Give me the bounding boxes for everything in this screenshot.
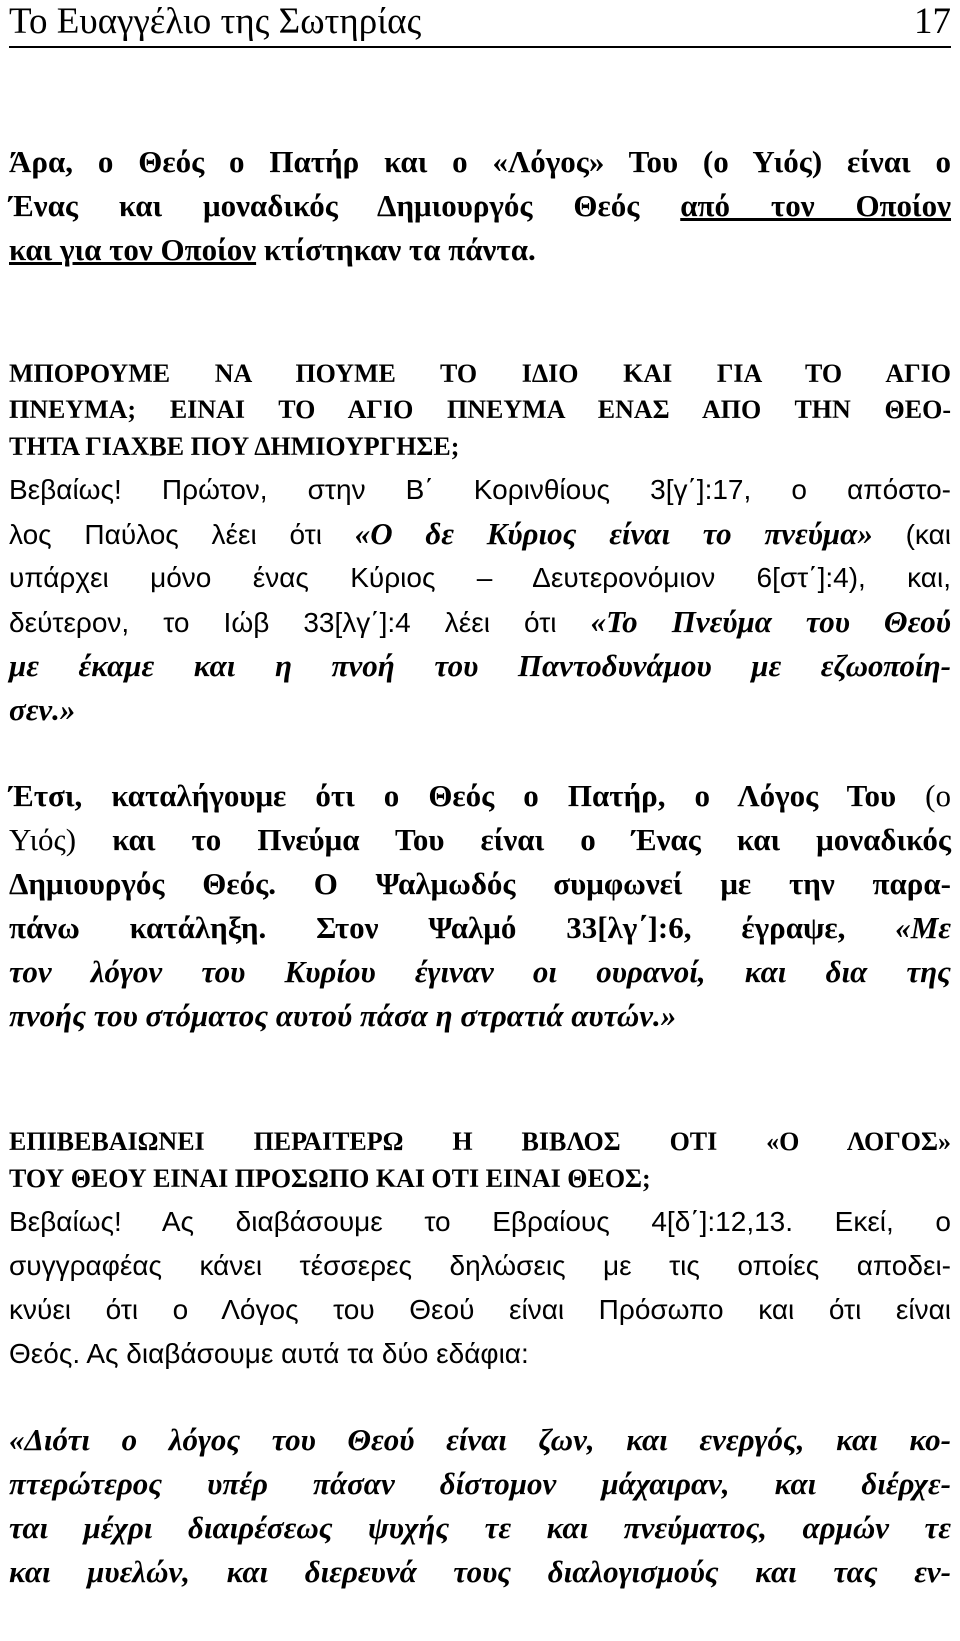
- paragraph-line: [9, 776, 951, 816]
- underlined-text: και για τον Οποίον: [9, 232, 257, 267]
- scripture-quote-line: [9, 1552, 951, 1592]
- text-run: ΠΝΕΥΜΑ; ΕΙΝΑΙ ΤΟ ΑΓΙΟ ΠΝΕΥΜΑ ΕΝΑΣ ΑΠΟ ΤΗΝ ΘΕΟ-: [9, 395, 951, 424]
- paragraph-line: [9, 952, 951, 992]
- scripture-quote: «Το Πνεύμα του Θεού: [590, 604, 951, 639]
- text-run: Δημιουργός Θεός. Ο Ψαλμωδός συμφωνεί με την παρα-: [9, 866, 951, 901]
- question-heading-line: [9, 1122, 951, 1162]
- running-header: [9, 0, 951, 48]
- answer-line: [9, 646, 951, 686]
- text-run: πάνω κατάληξη. Στον Ψαλμό 33[λγ΄]:6, έγραψε,: [9, 910, 896, 945]
- answer-line: [9, 602, 951, 642]
- answer-line: [9, 1202, 951, 1242]
- text-run: Θεός. Ας διαβάσουμε αυτά τα δύο εδάφια:: [9, 1338, 529, 1369]
- scripture-quote: τον λόγον του Κυρίου έγιναν οι ουρανοί, και δια της: [9, 954, 951, 989]
- text-run: Βεβαίως! Ας διαβάσουμε το Εβραίους 4[δ΄]:12,13. Εκεί, ο: [9, 1206, 951, 1237]
- text-run: Υιός): [9, 822, 77, 857]
- question-heading-line: [9, 390, 951, 430]
- scripture-quote: ται μέχρι διαιρέσεως ψυχής τε και πνεύματος, αρμών τε: [9, 1510, 951, 1545]
- scripture-quote: πνοής του στόματος αυτού πάσα η στρατιά αυτών.»: [9, 998, 677, 1033]
- scripture-quote: πτερώτερος υπέρ πάσαν δίστομον μάχαιραν, και διέρχε-: [9, 1466, 951, 1501]
- header-title: Το Ευαγγέλιο της Σωτηρίας: [9, 1, 422, 42]
- text-run: λος Παύλος λέει ότι: [9, 519, 355, 550]
- text-run: ΕΠΙΒΕΒΑΙΩΝΕΙ ΠΕΡΑΙΤΕΡΩ Η ΒΙΒΛΟΣ ΟΤΙ «Ο ΛΟΓΟΣ»: [9, 1127, 951, 1156]
- scripture-quote-line: [9, 1508, 951, 1548]
- text-run: υπάρχει μόνο ένας Κύριος – Δευτερονόμιον 6[στ΄]:4), και,: [9, 562, 951, 593]
- scripture-quote: σεν.»: [9, 692, 76, 727]
- answer-line: [9, 470, 951, 510]
- text-run: κνύει ότι ο Λόγος του Θεού είναι Πρόσωπο και ότι είναι: [9, 1294, 951, 1325]
- question-heading-line: [9, 427, 951, 467]
- text-run: ΤΗΤΑ ΓΙΑΧΒΕ ΠΟΥ ΔΗΜΙΟΥΡΓΗΣΕ;: [9, 432, 460, 461]
- paragraph-line: [9, 142, 951, 182]
- text-run: Βεβαίως! Πρώτον, στην Β΄ Κορινθίους 3[γ΄]:17, ο απόστο-: [9, 474, 951, 505]
- text-run: κτίστηκαν τα πάντα.: [256, 232, 536, 267]
- page-number: 17: [914, 1, 951, 42]
- scripture-quote-line: [9, 1464, 951, 1504]
- scripture-quote: «Με: [895, 910, 951, 945]
- text-run: Ένας και μοναδικός Δημιουργός Θεός: [9, 188, 681, 223]
- answer-line: [9, 1334, 951, 1374]
- paragraph-line: [9, 230, 951, 270]
- paragraph-line: [9, 864, 951, 904]
- text-run: ΜΠΟΡΟΥΜΕ ΝΑ ΠΟΥΜΕ ΤΟ ΙΔΙΟ ΚΑΙ ΓΙΑ ΤΟ ΑΓΙΟ: [9, 359, 951, 388]
- scripture-quote: «Διότι ο λόγος του Θεού είναι ζων, και ενεργός, και κο-: [9, 1422, 951, 1457]
- paragraph-line: [9, 908, 951, 948]
- text-run: ΤΟΥ ΘΕΟΥ ΕΙΝΑΙ ΠΡΟΣΩΠΟ ΚΑΙ ΟΤΙ ΕΙΝΑΙ ΘΕΟΣ;: [9, 1164, 651, 1193]
- answer-line: [9, 558, 951, 598]
- scripture-quote: «Ο δε Κύριος είναι το πνεύμα»: [354, 516, 873, 551]
- question-heading-line: [9, 1159, 951, 1199]
- text-run: (ο: [896, 778, 951, 813]
- scripture-quote: με έκαμε και η πνοή του Παντοδυνάμου με εζωοποίη-: [9, 648, 951, 683]
- paragraph-line: [9, 820, 951, 860]
- answer-line: [9, 1290, 951, 1330]
- underlined-text: από τον Οποίον: [680, 188, 952, 223]
- text-run: Έτσι, καταλήγουμε ότι ο Θεός ο Πατήρ, ο Λόγος Του: [9, 778, 897, 813]
- question-heading-line: [9, 354, 951, 394]
- scripture-quote: και μυελών, και διερευνά τους διαλογισμούς και τας εν-: [9, 1554, 951, 1589]
- answer-line: [9, 514, 951, 554]
- text-run: δεύτερον, το Ιώβ 33[λγ΄]:4 λέει ότι: [9, 607, 591, 638]
- text-run: συγγραφέας κάνει τέσσερες δηλώσεις με τις οποίες αποδει-: [9, 1250, 951, 1281]
- text-run: και το Πνεύμα Του είναι ο Ένας και μοναδικός: [76, 822, 951, 857]
- paragraph-line: [9, 996, 951, 1036]
- text-run: (και: [872, 519, 951, 550]
- paragraph-line: [9, 186, 951, 226]
- answer-line: [9, 1246, 951, 1286]
- answer-line: [9, 690, 951, 730]
- text-run: Άρα, ο Θεός ο Πατήρ και ο «Λόγος» Του (ο Υιός) είναι ο: [9, 144, 951, 179]
- scripture-quote-line: [9, 1420, 951, 1460]
